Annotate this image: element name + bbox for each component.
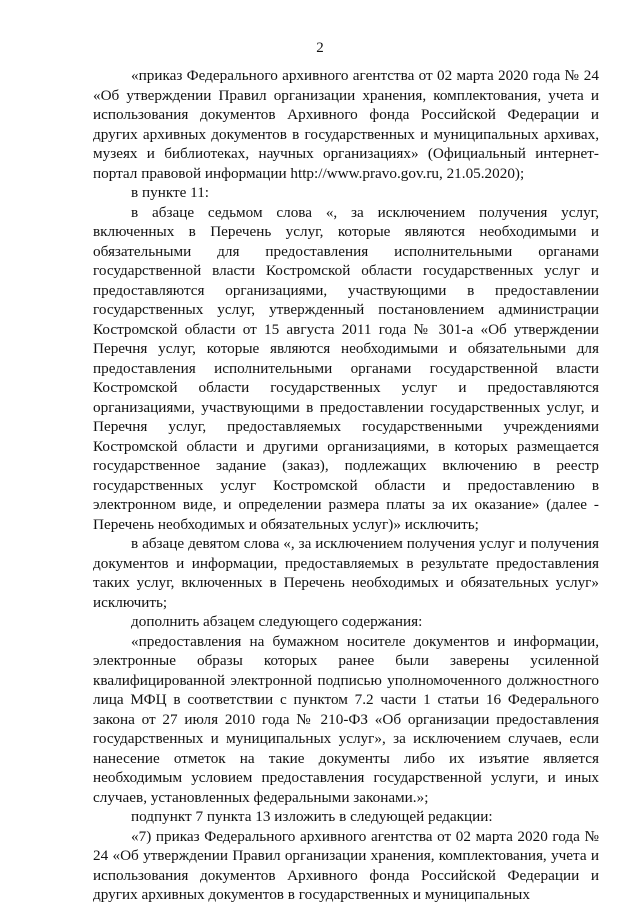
paragraph-subpoint-7: подпункт 7 пункта 13 изложить в следующей редакции:	[131, 808, 493, 825]
paragraph-add-abzac: дополнить абзацем следующего содержания:	[131, 613, 423, 630]
paragraph-seventh-abzac: в абзаце седьмом слова «, за исключением получения услуг, включенных в Перечень услуг, которые являются необходимыми и обязательными для предоставления исполнительными органами государственной власти Костромской области государственных услуг и предоставляются организациями, участвующими в предоставлении государственных услуг, утвержденный постановлением администрации Костромской области от 15 августа 2011 года № 301-а «Об утверждении Перечня услуг, которые являются необходимыми и обязательными для предоставления исполнительными органами государственной власти Костромской области государственных услуг и предоставляются организациями, участвующими в предоставлении государственных услуг, и Перечня услуг, предоставляемых государственными учреждениями Костромской области и другими организациями, в которых размещается государственное задание (заказ), подлежащих включению в реестр государственных услуг Костромской области и предоставлению в электронном виде, и определении размера платы за их оказание» (далее - Перечень необходимых и обязательных услуг)» исключить;	[93, 203, 599, 533]
paragraph-new-abzac-content: «предоставления на бумажном носителе документов и информации, электронные образы которых ранее были заверены усиленной квалифицированной электронной подписью уполномоченного должностного лица МФЦ в соответствии с пунктом 7.2 части 1 статьи 16 Федерального закона от 27 июля 2010 года № 210-ФЗ «Об организации предоставления государственных и муниципальных услуг», за исключением случаев, если нанесение отметок на такие документы либо их изъятие является необходимым условием предоставления государственной услуги, и иных случаев, установленных федеральными законами.»;	[93, 632, 599, 806]
paragraph-point-11: в пункте 11:	[131, 184, 210, 201]
document-body	[93, 66, 599, 905]
page-number: 2	[316, 40, 324, 56]
paragraph-subpoint-7-content: «7) приказ Федерального архивного агентства от 02 марта 2020 года № 24 «Об утверждении Правил организации хранения, комплектования, учета и использования документов Архивного фонда Российской Федерации и других архивных документов в государственных и муниципальных	[93, 827, 599, 903]
paragraph-ninth-abzac: в абзаце девятом слова «, за исключением получения услуг и получения документов и информации, предоставляемых в результате предоставления таких услуг, включенных в Перечень необходимых и обязательных услуг» исключить;	[93, 535, 599, 611]
paragraph-order-citation: «приказ Федерального архивного агентства от 02 марта 2020 года № 24 «Об утверждении Правил организации хранения, комплектования, учета и использования документов Архивного фонда Российской Федерации и других архивных документов в государственных и муниципальных архивах, музеях и библиотеках, научных организациях» (Официальный интернет-портал правовой информации http://www.pravo.gov.ru, 21.05.2020);	[93, 67, 599, 182]
